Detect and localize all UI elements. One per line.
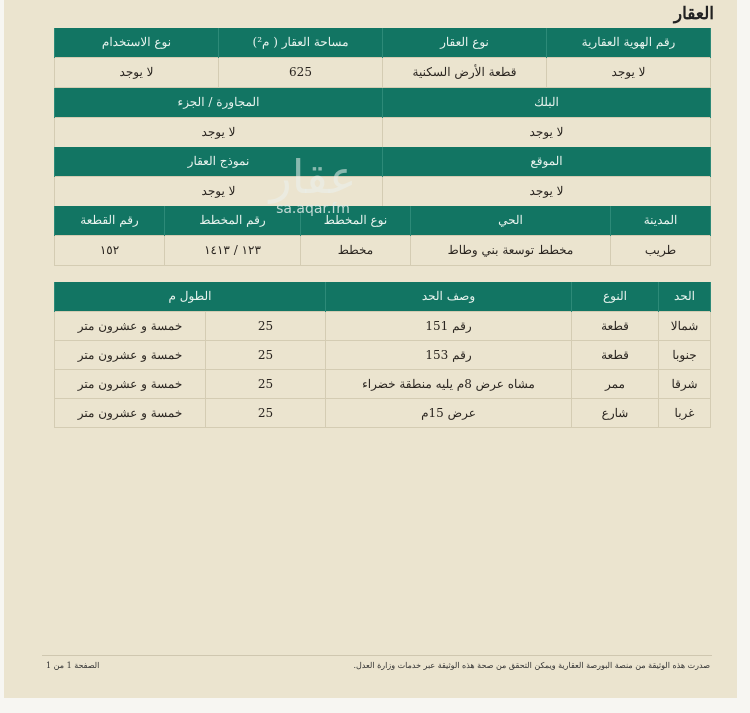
property-model-value: لا يوجد xyxy=(55,176,383,206)
property-id-value: لا يوجد xyxy=(547,57,711,87)
boundary-type: قطعة xyxy=(572,311,659,340)
table-row xyxy=(55,235,711,265)
boundary-length: 25 xyxy=(206,398,326,427)
table-header-row xyxy=(55,28,711,57)
boundary-direction: شمالا xyxy=(659,311,711,340)
header-city: المدينة xyxy=(611,206,711,235)
table-header-row xyxy=(55,282,711,311)
boundary-length: 25 xyxy=(206,311,326,340)
boundary-type: قطعة xyxy=(572,340,659,369)
header-plan-number: رقم المخطط xyxy=(165,206,301,235)
plan-type-value: مخطط xyxy=(301,235,411,265)
header-property-id: رقم الهوية العقارية xyxy=(547,28,711,57)
plot-number-value: ١٥٢ xyxy=(55,235,165,265)
property-type-value: قطعة الأرض السكنية xyxy=(383,57,547,87)
boundary-length-words: خمسة و عشرون متر xyxy=(55,311,206,340)
table-row xyxy=(55,398,711,427)
boundary-type: شارع xyxy=(572,398,659,427)
usage-type-value: لا يوجد xyxy=(55,57,219,87)
plan-number-value: ١٢٣ / ١٤١٣ xyxy=(165,235,301,265)
boundary-length-words: خمسة و عشرون متر xyxy=(55,398,206,427)
table-header-row xyxy=(55,147,711,176)
boundary-type: ممر xyxy=(572,369,659,398)
header-block: البلك xyxy=(383,88,711,117)
table-row xyxy=(55,117,711,147)
boundary-length: 25 xyxy=(206,369,326,398)
boundary-length-words: خمسة و عشرون متر xyxy=(55,369,206,398)
boundary-description: رقم 151 xyxy=(326,311,572,340)
boundary-length: 25 xyxy=(206,340,326,369)
table-row xyxy=(55,311,711,340)
header-district: الحي xyxy=(411,206,611,235)
header-property-area: مساحة العقار ( م²) xyxy=(219,28,383,57)
section-title: العقار xyxy=(673,4,714,24)
table-row xyxy=(55,369,711,398)
document-page xyxy=(4,0,737,698)
footer-note: صدرت هذه الوثيقة من منصة البورصة العقارية ويمكن التحقق من صحة هذه الوثيقة عبر خدمات وزارة العدل. xyxy=(353,661,710,670)
page-number: الصفحة 1 من 1 xyxy=(46,661,100,670)
location-value: لا يوجد xyxy=(383,176,711,206)
plan-table xyxy=(54,206,711,266)
table-row xyxy=(55,340,711,369)
boundary-length-words: خمسة و عشرون متر xyxy=(55,340,206,369)
boundary-direction: شرقا xyxy=(659,369,711,398)
footer-divider xyxy=(42,655,712,656)
watermark-logo: عقار xyxy=(269,150,357,204)
boundary-description: عرض 15م xyxy=(326,398,572,427)
header-usage-type: نوع الاستخدام xyxy=(55,28,219,57)
header-property-model: نموذج العقار xyxy=(55,147,383,176)
table-row xyxy=(55,57,711,87)
table-header-row xyxy=(55,88,711,117)
property-info-table xyxy=(54,28,711,88)
neighborhood-part-value: لا يوجد xyxy=(55,117,383,147)
header-property-type: نوع العقار xyxy=(383,28,547,57)
boundaries-table xyxy=(54,282,711,428)
header-type: النوع xyxy=(572,282,659,311)
table-header-row xyxy=(55,206,711,235)
property-area-value: 625 xyxy=(219,57,383,87)
header-boundary: الحد xyxy=(659,282,711,311)
boundary-direction: جنوبا xyxy=(659,340,711,369)
boundary-description: رقم 153 xyxy=(326,340,572,369)
boundary-direction: غربا xyxy=(659,398,711,427)
header-location: الموقع xyxy=(383,147,711,176)
block-table xyxy=(54,88,711,148)
location-table xyxy=(54,147,711,207)
city-value: طريب xyxy=(611,235,711,265)
boundary-description: مشاه عرض 8م يليه منطقة خضراء xyxy=(326,369,572,398)
header-length: الطول م xyxy=(55,282,326,311)
header-plot-number: رقم القطعة xyxy=(55,206,165,235)
header-description: وصف الحد xyxy=(326,282,572,311)
table-row xyxy=(55,176,711,206)
header-plan-type: نوع المخطط xyxy=(301,206,411,235)
watermark-url: sa.aqar.fm xyxy=(276,201,350,217)
block-value: لا يوجد xyxy=(383,117,711,147)
header-neighborhood-part: المجاورة / الجزء xyxy=(55,88,383,117)
district-value: مخطط توسعة بني وطاط xyxy=(411,235,611,265)
